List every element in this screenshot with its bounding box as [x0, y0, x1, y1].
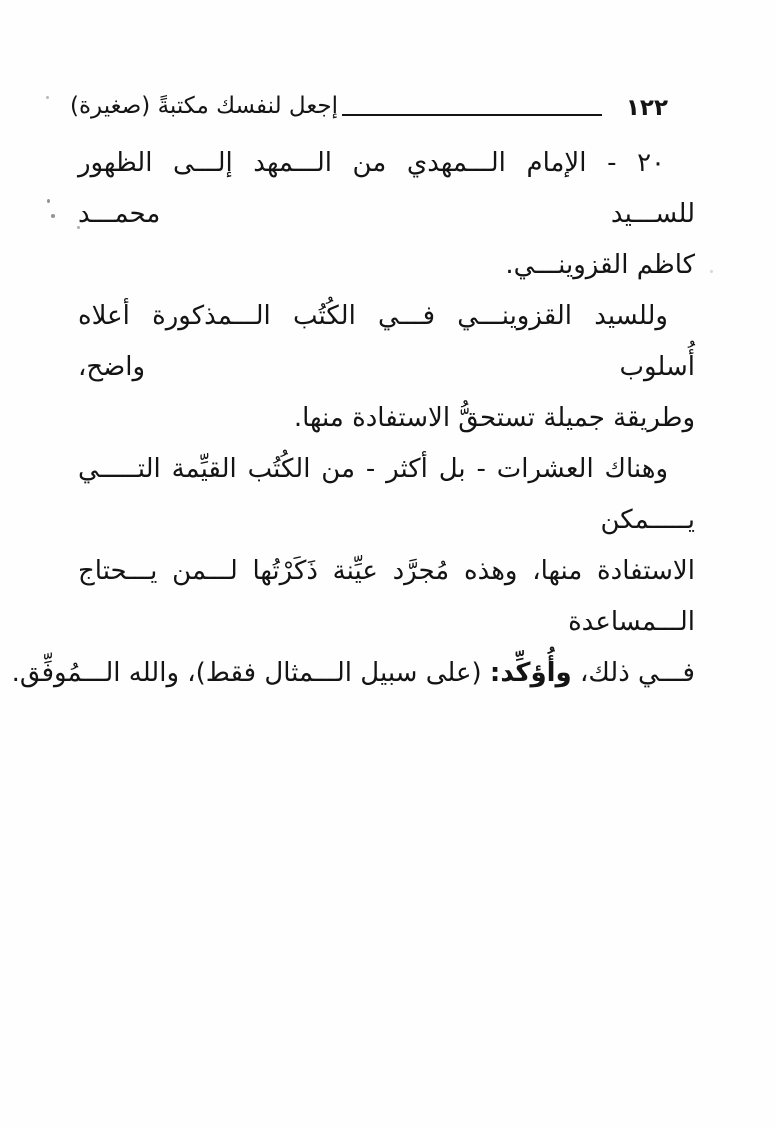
paragraph	[78, 291, 695, 444]
text-line	[78, 240, 695, 291]
emphasis-text: وأُؤكِّد:	[489, 657, 572, 688]
scan-speck	[51, 214, 55, 218]
text-line	[78, 138, 695, 240]
text-segment: كاظم القزوينـــي.	[505, 249, 695, 280]
text-line	[78, 291, 695, 393]
text-segment: وللسيد القزوينـــي فـــي الكُتُب الـــمذكورة أعلاه أُسلوب واضح،	[78, 300, 695, 382]
text-segment: الاستفادة منها، وهذه مُجرَّد عيِّنة ذَكَرْتُها لـــمن يـــحتاج الـــمساعدة	[78, 555, 695, 637]
header-rule	[342, 114, 602, 116]
text-segment: وهناك العشرات - بل أكثر - من الكُتُب القيِّمة التـــــي يـــــمكن	[78, 453, 695, 535]
text-line	[78, 546, 695, 648]
paragraph	[78, 138, 695, 291]
text-segment: ٢٠ - الإمام الـــمهدي من الـــمهد إلـــى الظهور للســـيد محمـــد	[78, 147, 695, 229]
paragraph	[11, 444, 695, 699]
text-line	[78, 393, 695, 444]
scan-speck	[47, 199, 50, 203]
page-title: إجعل لنفسك مكتبةً (صغيرة)	[70, 93, 339, 119]
text-line	[78, 444, 695, 546]
page-header	[0, 0, 776, 122]
page-number: ١٢٢	[625, 94, 668, 121]
page-body	[11, 138, 695, 699]
text-segment: وطريقة جميلة تستحقُّ الاستفادة منها.	[293, 402, 695, 433]
text-segment: فـــي ذلك،	[571, 657, 695, 688]
scan-speck	[710, 270, 713, 273]
text-line	[11, 648, 695, 699]
text-segment: (على سبيل الـــمثال فقط)، والله الـــمُوفِّق.	[11, 657, 490, 688]
